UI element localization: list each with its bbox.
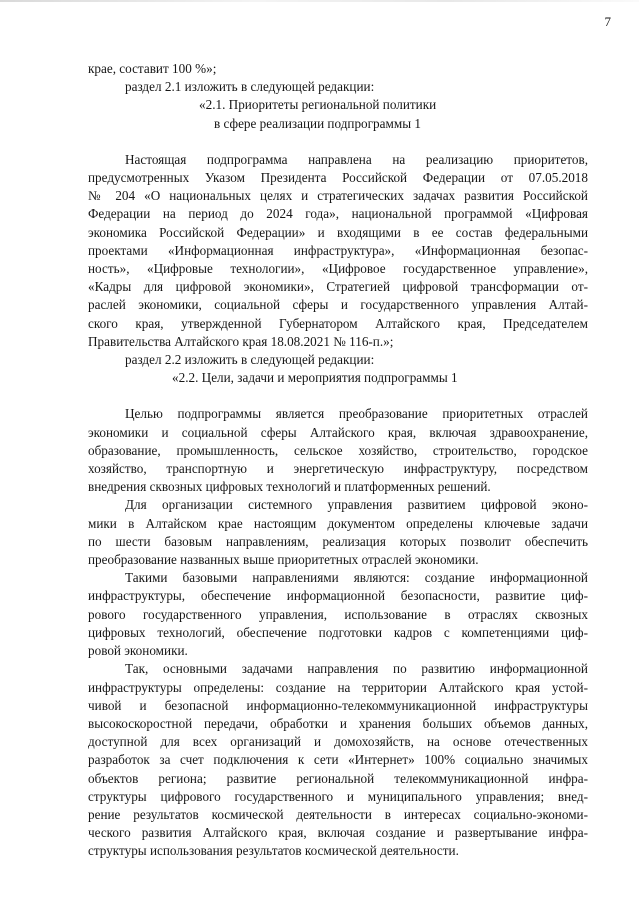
- text-line: № 204 «О национальных целях и стратегических задачах развития Российской: [88, 188, 588, 204]
- text-line: структуры цифрового государственного и муниципального управления; внед-: [88, 788, 588, 804]
- text-line: проектами «Информационная инфраструктура», «Информационная безопас-: [88, 242, 588, 258]
- text-line: Для организации системного управления развитием цифровой эконо-: [125, 497, 588, 513]
- text-line: Федерации на период до 2024 года», национальной программой «Цифровая: [88, 206, 588, 222]
- text-line: внедрения сквозных цифровых технологий и платформенных решений.: [88, 479, 491, 495]
- text-line: раздел 2.2 изложить в следующей редакции:: [125, 352, 375, 368]
- text-line: инфраструктуры, обеспечение информационной безопасности, развитие циф-: [88, 588, 588, 604]
- text-line: экономики и социальной сферы Алтайского края, включая здравоохранение,: [88, 424, 588, 440]
- text-line: ровой экономики.: [88, 643, 188, 659]
- text-line: «2.2. Цели, задачи и мероприятия подпрограммы 1: [172, 370, 458, 386]
- text-line: раздел 2.1 изложить в следующей редакции:: [125, 79, 375, 95]
- text-line: экономика Российской Федерации» и входящими в ее состав федеральными: [88, 224, 588, 240]
- text-line: хозяйство, транспортную и энергетическую инфраструктуру, посредством: [88, 461, 588, 477]
- page-number: 7: [604, 14, 611, 29]
- text-line: разработок за счет подключения к сети «Интернет» 100% социально значимых: [88, 752, 588, 768]
- text-line: Настоящая подпрограмма направлена на реализацию приоритетов,: [125, 151, 588, 167]
- text-line: цифровых технологий, обеспечение подготовки кадров с компетенциями циф-: [88, 624, 588, 640]
- text-line: по шести базовым направлениям, реализация которых позволит обеспечить: [88, 533, 588, 549]
- text-line: рение результатов космической деятельности в интересах социально-экономи-: [88, 806, 588, 822]
- text-line: «2.1. Приоритеты региональной политики: [199, 97, 437, 113]
- scan-top-edge: [0, 0, 639, 2]
- text-line: Целью подпрограммы является преобразование приоритетных отраслей: [125, 406, 588, 422]
- text-line: мики в Алтайском крае настоящим документом определены ключевые задачи: [88, 515, 588, 531]
- text-line: структуры использования результатов космической деятельности.: [88, 843, 459, 859]
- text-line: объектов региона; развитие региональной телекоммуникационной инфра-: [88, 770, 588, 786]
- text-line: предусмотренных Указом Президента Российской Федерации от 07.05.2018: [88, 170, 588, 186]
- text-line: рового государственного управления, использование в отраслях сквозных: [88, 606, 588, 622]
- section-gap: [88, 133, 588, 151]
- text-line: преобразование названных выше приоритетных отраслей экономики.: [88, 552, 479, 568]
- document-body: [88, 60, 588, 861]
- section-gap: [88, 387, 588, 405]
- text-line: чивой и безопасной информационно-телекоммуникационной инфраструктуры: [88, 697, 588, 713]
- text-line: высокоскоростной передачи, обработки и хранения больших объемов данных,: [88, 715, 588, 731]
- text-line: доступной для всех организаций и домохозяйств, на основе отечественных: [88, 734, 588, 750]
- text-line: крае, составит 100 %»;: [88, 61, 217, 76]
- text-line: раслей экономики, социальной сферы и государственного управления Алтай-: [88, 297, 588, 313]
- text-line: «Кадры для цифровой экономики», Стратегией цифровой трансформации от-: [88, 279, 588, 295]
- text-line: Так, основными задачами направления по развитию информационной: [125, 661, 588, 677]
- text-line: образование, промышленность, сельское хозяйство, строительство, городское: [88, 442, 588, 458]
- text-line: ность», «Цифровые технологии», «Цифровое государственное управление»,: [88, 261, 588, 277]
- text-line: инфраструктуры определены: создание на территории Алтайского края устой-: [88, 679, 588, 695]
- text-line: Такими базовыми направлениями являются: создание информационной: [125, 570, 588, 586]
- text-line: ского края, утвержденной Губернатором Алтайского края, Председателем: [88, 315, 588, 331]
- text-line: ческого развития Алтайского края, включая создание и развертывание инфра-: [88, 825, 588, 841]
- text-line: Правительства Алтайского края 18.08.2021 № 116-п.»;: [88, 333, 394, 349]
- text-line: в сфере реализации подпрограммы 1: [214, 115, 421, 131]
